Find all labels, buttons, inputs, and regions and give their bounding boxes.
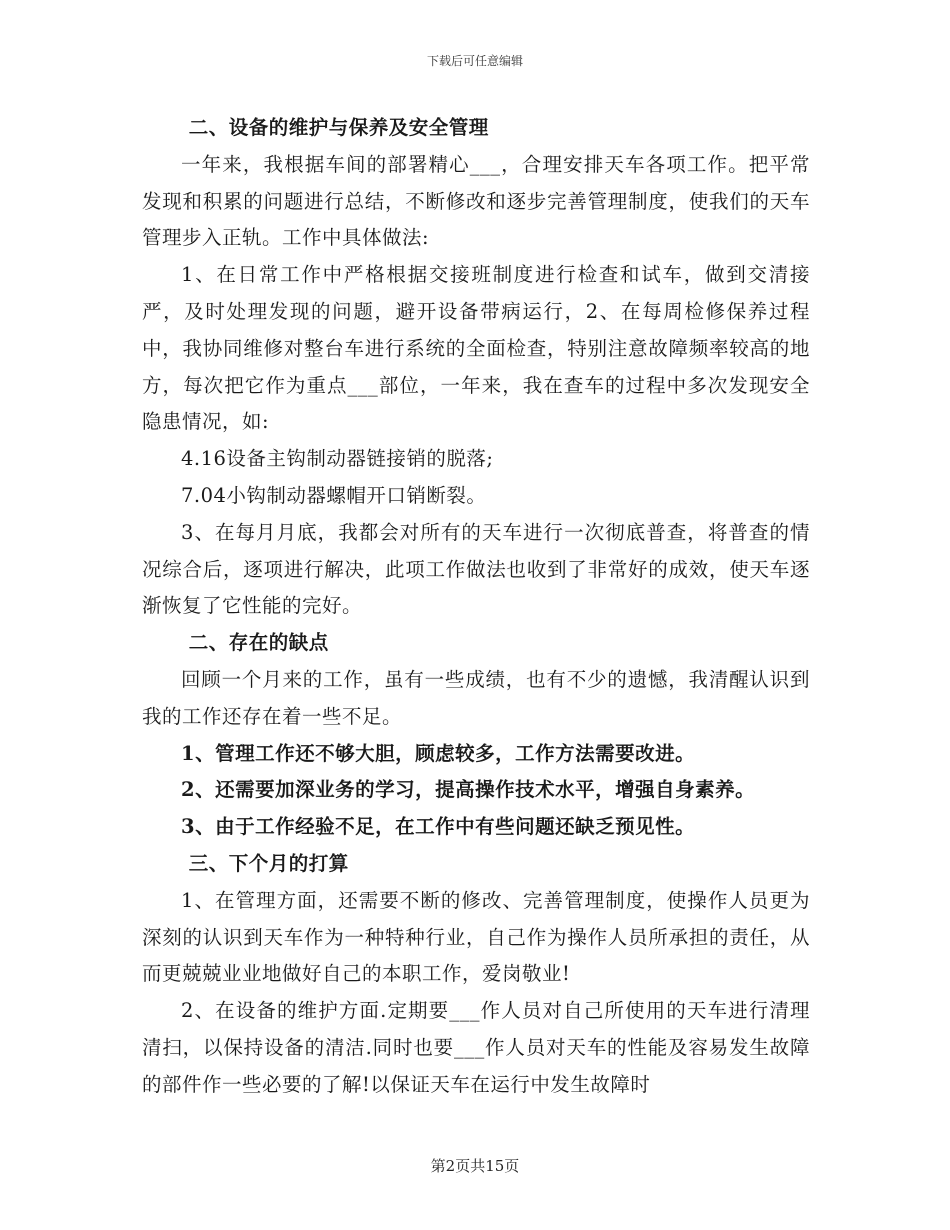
bold-list-item: 2、还需要加深业务的学习，提高操作技术水平，增强自身素养。 [181, 778, 756, 802]
page-footer: 第2页共15页 [430, 1157, 520, 1175]
paragraph: 4.16设备主钩制动器链接销的脱落; [181, 447, 494, 471]
paragraph: 回顾一个月来的工作，虽有一些成绩，也有不少的遗憾，我清醒认识到我的工作还存在着一些不足。 [142, 667, 810, 728]
bold-list-item: 1、管理工作还不够大胆，顾虑较多，工作方法需要改进。 [181, 741, 696, 765]
section-heading: 二、存在的缺点 [188, 631, 329, 655]
page-header: 下载后可任意编辑 [426, 54, 523, 68]
paragraph: 1、在管理方面，还需要不断的修改、完善管理制度，使操作人员更为深刻的认识到天车作为一种特种行业，自己作为操作人员所承担的责任，从而更兢兢业业地做好自己的本职工作，爱岗敬业! [142, 888, 810, 986]
paragraph: 1、在日常工作中严格根据交接班制度进行检查和试车，做到交清接严，及时处理发现的问题，避开设备带病运行，2、在每周检修保养过程中，我协同维修对整台车进行系统的全面检查，特别注意故障频率较高的地方，每次把它作为重点___部位，一年来，我在查车的过程中多次发现安全隐患情况，如: [142, 263, 810, 434]
document-body [142, 110, 810, 1104]
paragraph: 一年来，我根据车间的部署精心___，合理安排天车各项工作。把平常发现和积累的问题进行总结，不断修改和逐步完善管理制度，使我们的天车管理步入正轨。工作中具体做法: [142, 152, 810, 250]
section-heading: 二、设备的维护与保养及安全管理 [188, 116, 489, 139]
bold-list-item: 3、由于工作经验不足，在工作中有些问题还缺乏预见性。 [181, 815, 696, 839]
paragraph: 7.04小钩制动器螺帽开口销断裂。 [181, 483, 487, 507]
section-heading: 三、下个月的打算 [188, 851, 349, 875]
paragraph: 2、在设备的维护方面.定期要___作人员对自己所使用的天车进行清理清扫，以保持设备的清洁.同时也要___作人员对天车的性能及容易发生故障的部件作一些必要的了解!以保证天车在运行中发生故障时 [142, 999, 810, 1096]
paragraph: 3、在每月月底，我都会对所有的天车进行一次彻底普查，将普查的情况综合后，逐项进行解决，此项工作做法也收到了非常好的成效，使天车逐渐恢复了它性能的完好。 [142, 520, 810, 618]
